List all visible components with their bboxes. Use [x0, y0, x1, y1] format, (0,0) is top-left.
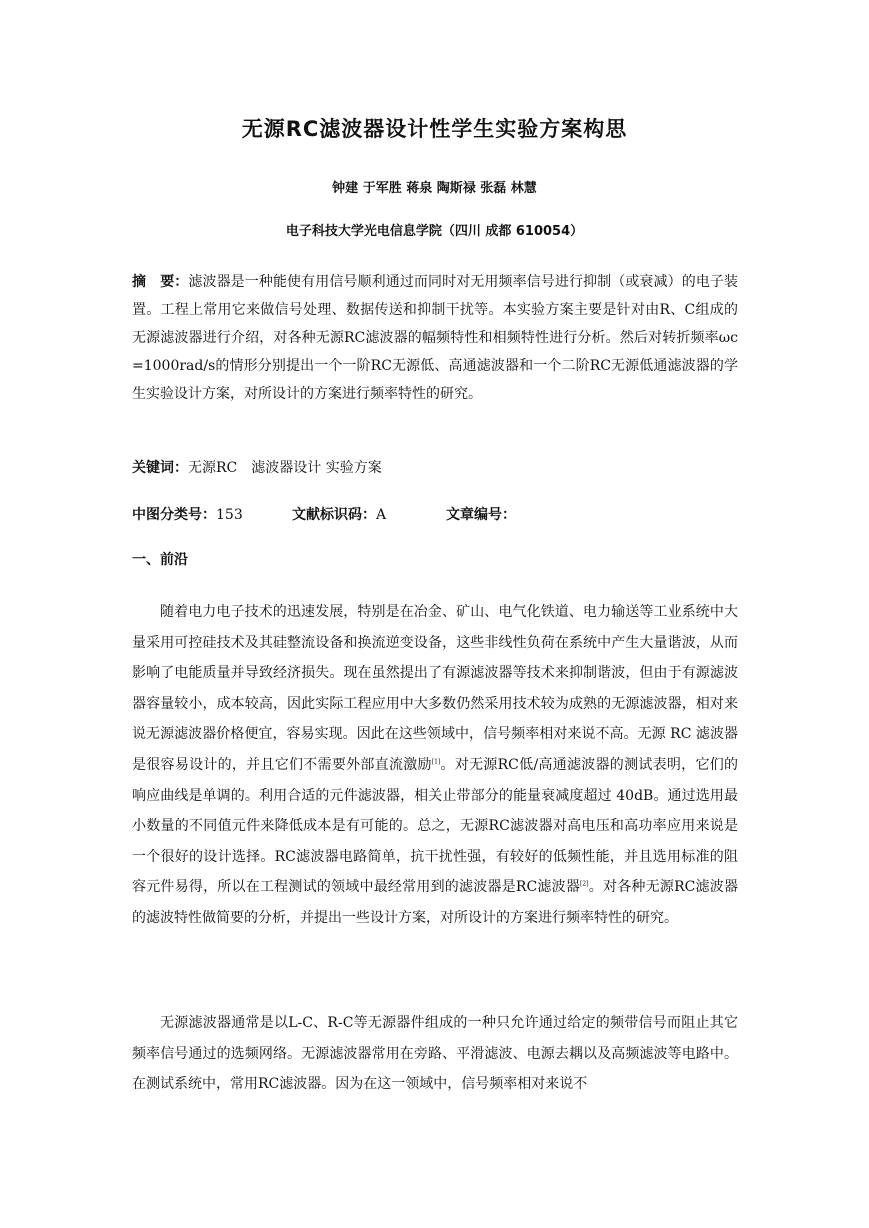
affiliation: 电子科技大学光电信息学院（四川 成都 610054） [285, 224, 584, 239]
paragraph-text: 随着电力电子技术的迅速发展，特别是在冶金、矿山、电气化铁道、电力输送等工业系统中大量采用可控硅技术及其硅整流设备和换流逆变设备，这些非线性负荷在系统中产生大量谐波，从而影响了电能质量并导致经济损失。现在虽然提出了有源滤波器等技术来抑制谐波，但由于有源滤波器容量较小，成本较高，因此实际工程应用中大多数仍然采用技术较为成熟的无源滤波器，相对来说无源滤波器价格便宜，容易实现。因此在这些领域中，信号频率相对来说不高。无源 RC 滤波器是很容易设计的，并且它们不需要外部直流激励 [132, 604, 738, 773]
clc-group [132, 503, 243, 527]
abstract-text: 滤波器是一种能使有用信号顺利通过而同时对无用频率信号进行抑制（或衰减）的电子装置。工程上常用它来做信号处理、数据传送和抑制干扰等。本实验方案主要是针对由R、C组成的无源滤波器进行介绍，对各种无源RC滤波器的幅频特性和相频特性进行分析。然后对转折频率ωc =1000rad/s的情形分别提出一个一阶RC无源低、高通滤波器和一个二阶RC无源低通滤波器的学生实验设计方案，对所设计的方案进行频率特性的研究。 [132, 274, 739, 402]
abstract [132, 268, 738, 408]
clc-label: 中图分类号： [132, 507, 216, 523]
doc-code-label: 文献标识码： [292, 507, 376, 523]
abstract-label: 摘 要： [132, 274, 189, 290]
keywords-text: 无源RC 滤波器设计 实验方案 [188, 460, 382, 476]
citation-ref: [1] [431, 758, 441, 766]
doc-code-value: A [376, 507, 387, 523]
citation-ref: [2] [580, 880, 589, 888]
section-heading: 一、前沿 [132, 552, 188, 568]
body-paragraph: 无源滤波器通常是以L-C、R-C等无源器件组成的一种只允许通过给定的频带信号而阻止其它频率信号通过的选频网络。无源滤波器常用在旁路、平滑滤波、电源去耦以及高频滤波等电路中。在测试系统中，常用RC滤波器。因为在这一领域中，信号频率相对来说不 [132, 1015, 738, 1093]
clc-value: 153 [216, 507, 243, 523]
doc-code-group [292, 503, 386, 527]
paragraph-text: 。对各种无源RC滤波器的滤波特性做简要的分析，并提出一些设计方案，对所设计的方案进行频率特性的研究。 [132, 879, 738, 926]
keywords [132, 456, 738, 480]
body-paragraph [132, 597, 738, 934]
article-number-label: 文章编号： [446, 507, 516, 523]
author-list: 钟建 于军胜 蒋泉 陶斯禄 张磊 林慧 [332, 181, 537, 196]
paragraph-text: 。对无源RC低/高通滤波器的测试表明，它们的响应曲线是单调的。利用合适的元件滤波器，相关止带部分的能量衰减度超过 40dB。通过选用最小数量的不同值元件来降低成本是有可能的。总之，无源RC滤波器对高电压和高功率应用来说是一个很好的设计选择。RC滤波器电路简单，抗干扰性强，有较好的低频性能，并且选用标准的阻容元件易得，所以在工程测试的领域中最经常用到的滤波器是RC滤波器 [132, 756, 738, 896]
paper-title: 无源RC滤波器设计性学生实验方案构思 [241, 117, 628, 141]
keywords-label: 关键词： [132, 460, 188, 476]
article-number-group [446, 503, 516, 527]
